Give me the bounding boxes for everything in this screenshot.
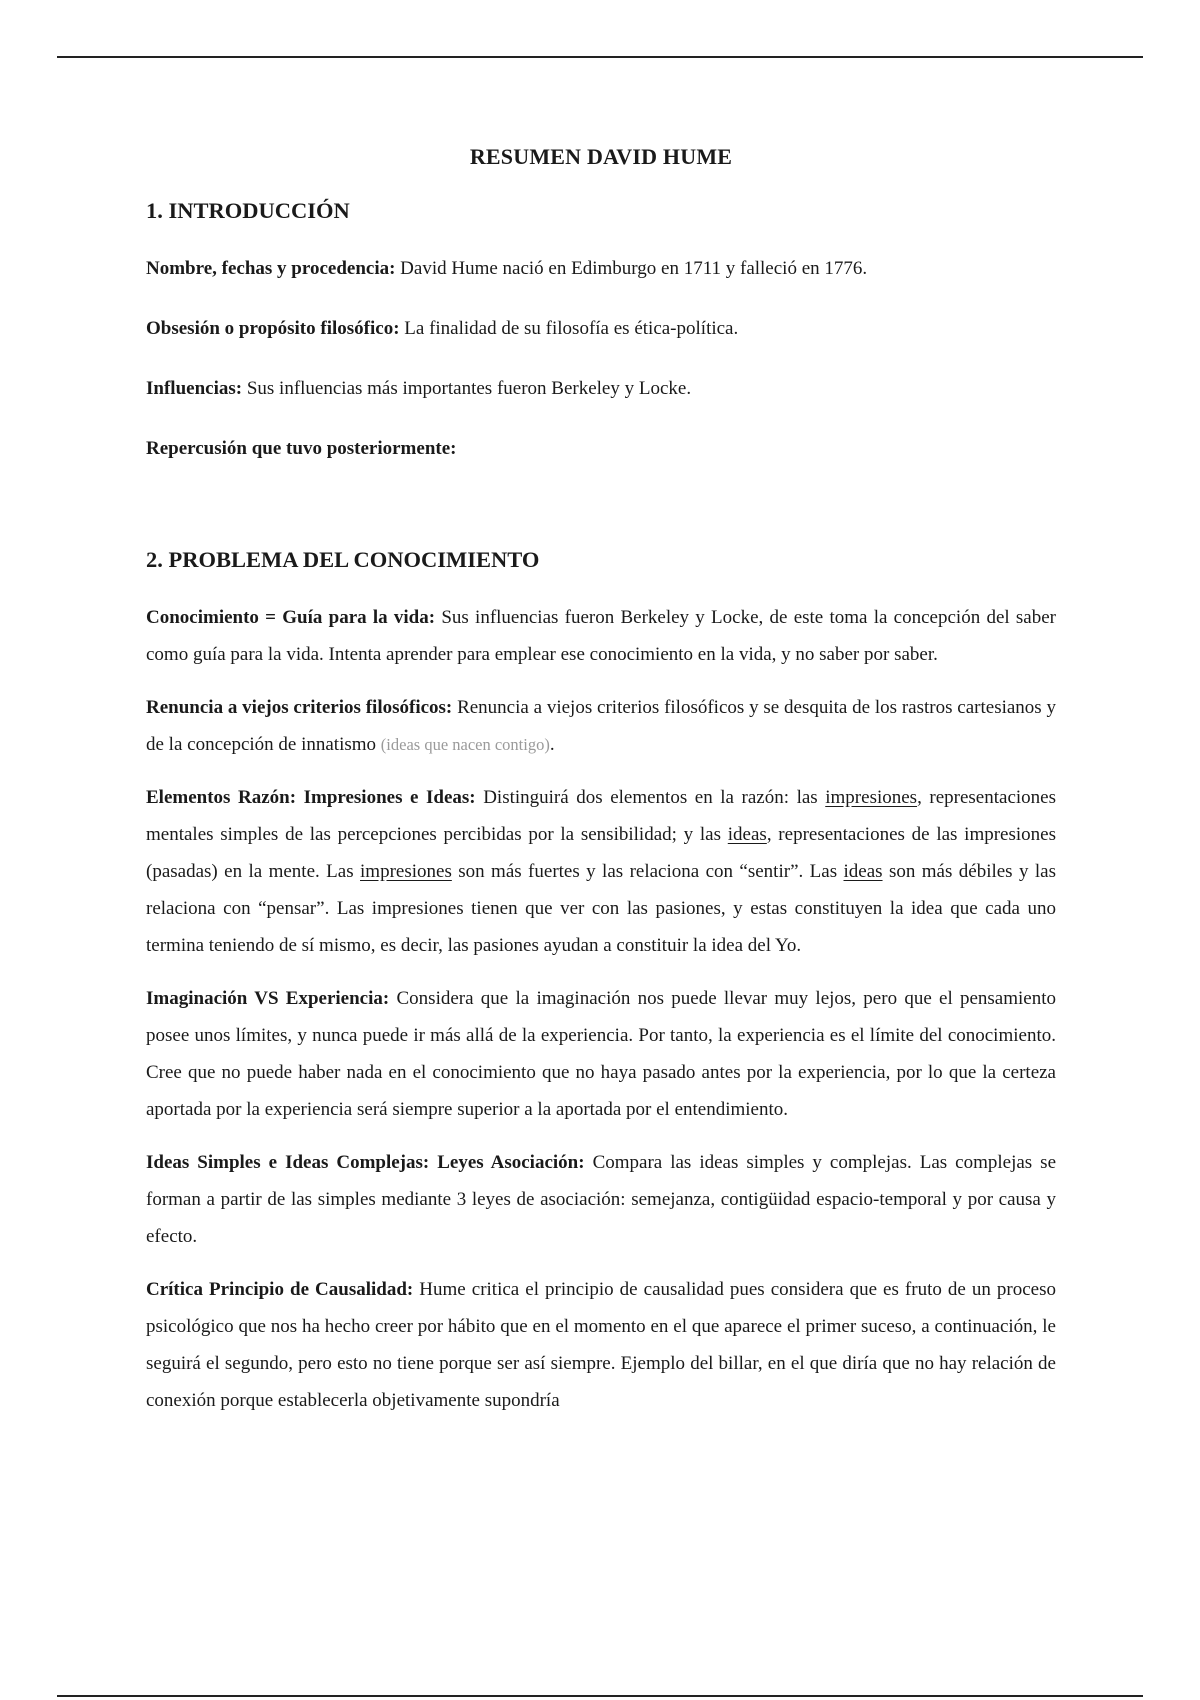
underlined-term: ideas — [727, 824, 767, 845]
paragraph-critica-causalidad — [146, 1271, 1056, 1419]
paragraph-label: Elementos Razón: Impresiones e Ideas: — [146, 787, 476, 808]
paragraph-end: . — [549, 734, 555, 755]
section-heading-introduccion: 1. INTRODUCCIÓN — [146, 198, 350, 223]
paragraph-text: Renuncia a viejos criterios filosóficos y se desquita de los rastros cartesianos y de la concepción de innatismo — [146, 697, 1057, 755]
underlined-term: ideas — [843, 861, 883, 882]
underlined-term: impresiones — [825, 787, 918, 808]
paragraph-nombre-fechas — [146, 250, 1056, 287]
paragraph-influencias — [146, 370, 1056, 407]
paragraph-text: , representaciones mentales simples de las percepciones percibidas por la sensibilidad; y las — [146, 787, 1056, 845]
paragraph-label: Influencias: — [146, 378, 243, 399]
paragraph-text: Considera que la imaginación nos puede llevar muy lejos, pero que el pensamiento posee unos límites, y nunca puede ir más allá de la experiencia. Por tanto, la experiencia es el límite del conocimiento. Cree que no puede haber nada en el conocimiento que no haya pasado antes por la experiencia, por lo que la certeza aportada por la experiencia será siempre superior a la aportada por el entendimiento. — [146, 988, 1057, 1120]
paragraph-text: , representaciones de las impresiones (pasadas) en la mente. Las — [146, 824, 1056, 882]
paragraph-label: Repercusión que tuvo posteriormente: — [146, 438, 457, 459]
paragraph-repercusion — [146, 430, 1056, 467]
paragraph-text: son más fuertes y las relaciona con “sentir”. Las — [458, 861, 838, 882]
footer-rule — [57, 1695, 1143, 1697]
document-body — [146, 138, 1056, 1435]
paragraph-text: Hume critica el principio de causalidad pues considera que es fruto de un proceso psicológico que nos ha hecho creer por hábito que en el momento en el que aparece el primer suceso, a continuación, le seguirá el segundo, pero esto no tiene porque ser así siempre. Ejemplo del billar, en el que diría que no hay relación de conexión porque establecerla objetivamente supondría — [146, 1279, 1056, 1411]
document-title: RESUMEN DAVID HUME — [469, 144, 733, 169]
paragraph-label: Obsesión o propósito filosófico: — [146, 318, 400, 339]
paragraph-obsesion — [146, 310, 1056, 347]
paragraph-text: Distinguirá dos elementos en la razón: las — [483, 787, 818, 808]
paragraph-text: son más débiles y las relaciona con “pensar”. Las impresiones tienen que ver con las pasiones, y estas constituyen la idea que cada uno termina teniendo de sí mismo, es decir, las pasiones ayudan a constituir la idea del Yo. — [146, 861, 1056, 956]
section-heading-problema-conocimiento: 2. PROBLEMA DEL CONOCIMIENTO — [146, 547, 540, 572]
paragraph-label: Renuncia a viejos criterios filosóficos: — [146, 697, 453, 718]
paragraph-label: Conocimiento = Guía para la vida: — [146, 607, 436, 628]
header-rule — [57, 56, 1143, 58]
paragraph-imaginacion-experiencia — [146, 980, 1056, 1128]
paragraph-renuncia-criterios — [146, 689, 1056, 763]
paragraph-text: David Hume nació en Edimburgo en 1711 y falleció en 1776. — [400, 258, 868, 279]
paragraph-label: Crítica Principio de Causalidad: — [146, 1279, 414, 1300]
paragraph-text: La finalidad de su filosofía es ética-política. — [404, 318, 739, 339]
paragraph-label: Ideas Simples e Ideas Complejas: Leyes Asociación: — [146, 1152, 585, 1173]
paragraph-conocimiento-guia — [146, 599, 1056, 673]
paragraph-note: (ideas que nacen contigo) — [380, 735, 550, 754]
paragraph-ideas-simples-complejas — [146, 1144, 1056, 1255]
paragraph-elementos-razon — [146, 779, 1056, 964]
paragraph-text: Sus influencias más importantes fueron Berkeley y Locke. — [246, 378, 692, 399]
underlined-term: impresiones — [360, 861, 452, 882]
paragraph-label: Imaginación VS Experiencia: — [146, 988, 390, 1009]
paragraph-label: Nombre, fechas y procedencia: — [146, 258, 396, 279]
paragraph-text: Sus influencias fueron Berkeley y Locke, de este toma la concepción del saber como guía para la vida. Intenta aprender para emplear ese conocimiento en la vida, y no saber por saber. — [146, 607, 1056, 665]
paragraph-text: Compara las ideas simples y complejas. Las complejas se forman a partir de las simples mediante 3 leyes de asociación: semejanza, contigüidad espacio-temporal y por causa y efecto. — [146, 1152, 1057, 1247]
